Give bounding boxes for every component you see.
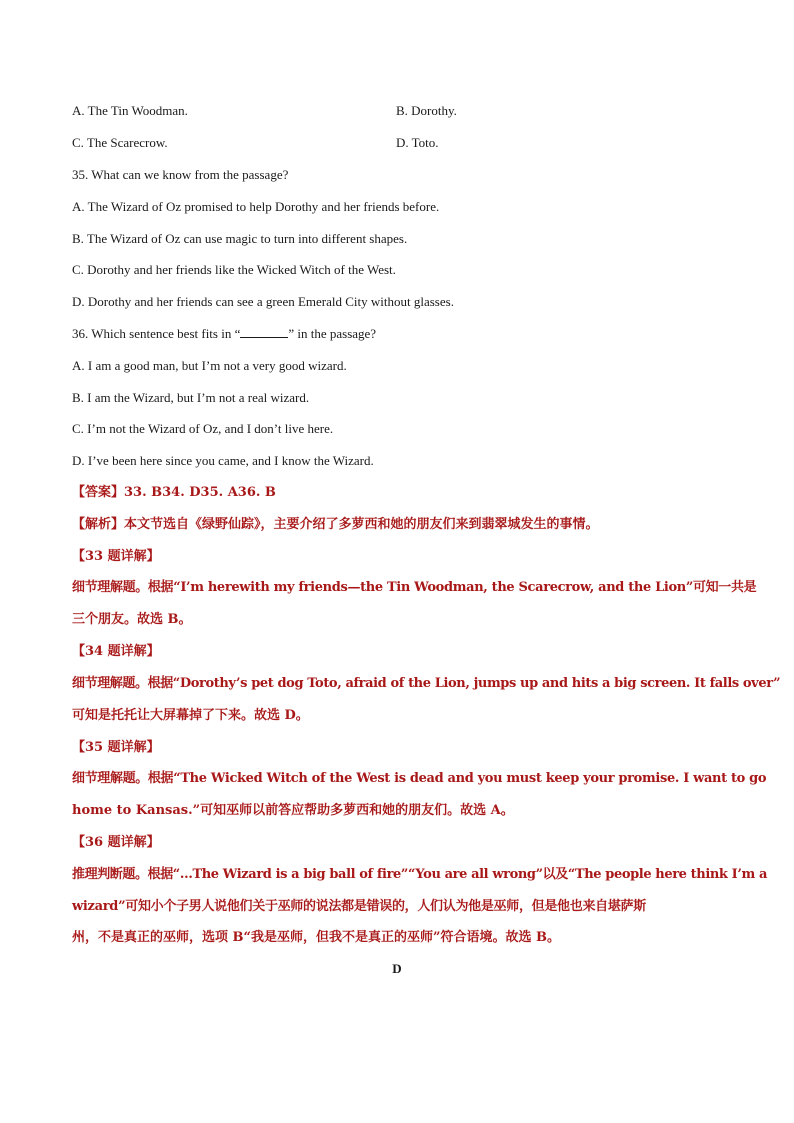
q36-option-a: A. I am a good man, but I’m not a very good wizard. — [72, 358, 347, 373]
detail-33-line1: 细节理解题。根据“I’m herewith my friends—the Tin Woodman, the Scarecrow, and the Lion”可知一共是 — [72, 580, 757, 595]
analysis-intro: 【解析】本文节选自《绿野仙踪》，主要介绍了多萝西和她的朋友们来到翡翠城发生的事情。 — [72, 517, 599, 532]
q36-stem — [72, 325, 376, 343]
heading-33: 【33 题详解】 — [72, 549, 160, 564]
q35-option-a: A. The Wizard of Oz promised to help Dorothy and her friends before. — [72, 199, 440, 214]
q35-option-c: C. Dorothy and her friends like the Wicked Witch of the West. — [72, 262, 396, 277]
q36-option-c: C. I’m not the Wizard of Oz, and I don’t live here. — [72, 421, 334, 436]
q35-option-d: D. Dorothy and her friends can see a green Emerald City without glasses. — [72, 294, 454, 309]
q34-option-b: B. Dorothy. — [396, 103, 457, 118]
q34-option-a: A. The Tin Woodman. — [72, 103, 188, 118]
detail-34-line2: 可知是托托让大屏幕掉了下来。故选 D。 — [72, 708, 309, 723]
detail-35-line1: 细节理解题。根据“The Wicked Witch of the West is dead and you must keep your promise. I want to go — [72, 771, 767, 786]
heading-36: 【36 题详解】 — [72, 835, 160, 850]
detail-36-line1: 推理判断题。根据“…The Wizard is a big ball of fire”“You are all wrong”以及“The people here think I’m a — [72, 867, 767, 882]
detail-34-line1: 细节理解题。根据“Dorothy’s pet dog Toto, afraid of the Lion, jumps up and hits a big screen. It falls over” — [72, 676, 781, 691]
detail-36-line3: 州，不是真正的巫师，选项 B“我是巫师，但我不是真正的巫师”符合语境。故选 B。 — [72, 930, 560, 945]
q36-blank — [240, 325, 288, 338]
q36-option-b: B. I am the Wizard, but I’m not a real wizard. — [72, 390, 310, 405]
q34-option-d: D. Toto. — [396, 135, 439, 150]
heading-35: 【35 题详解】 — [72, 740, 160, 755]
q35-stem: 35. What can we know from the passage? — [72, 167, 289, 182]
q36-stem-after: ” in the passage? — [288, 326, 377, 341]
answer-line: 【答案】33. B34. D35. A36. B — [72, 485, 276, 500]
detail-33-line2: 三个朋友。故选 B。 — [72, 612, 192, 627]
q36-stem-before: 36. Which sentence best fits in “ — [72, 326, 241, 341]
section-letter: D — [392, 961, 402, 976]
detail-36-line2: wizard”可知小个子男人说他们关于巫师的说法都是错误的，人们认为他是巫师，但是他也来自堪萨斯 — [72, 899, 646, 914]
q34-option-c: C. The Scarecrow. — [72, 135, 168, 150]
q36-option-d: D. I’ve been here since you came, and I know the Wizard. — [72, 453, 374, 468]
heading-34: 【34 题详解】 — [72, 644, 160, 659]
detail-35-line2: home to Kansas.”可知巫师以前答应帮助多萝西和她的朋友们。故选 A。 — [72, 803, 514, 818]
q35-option-b: B. The Wizard of Oz can use magic to turn into different shapes. — [72, 231, 408, 246]
